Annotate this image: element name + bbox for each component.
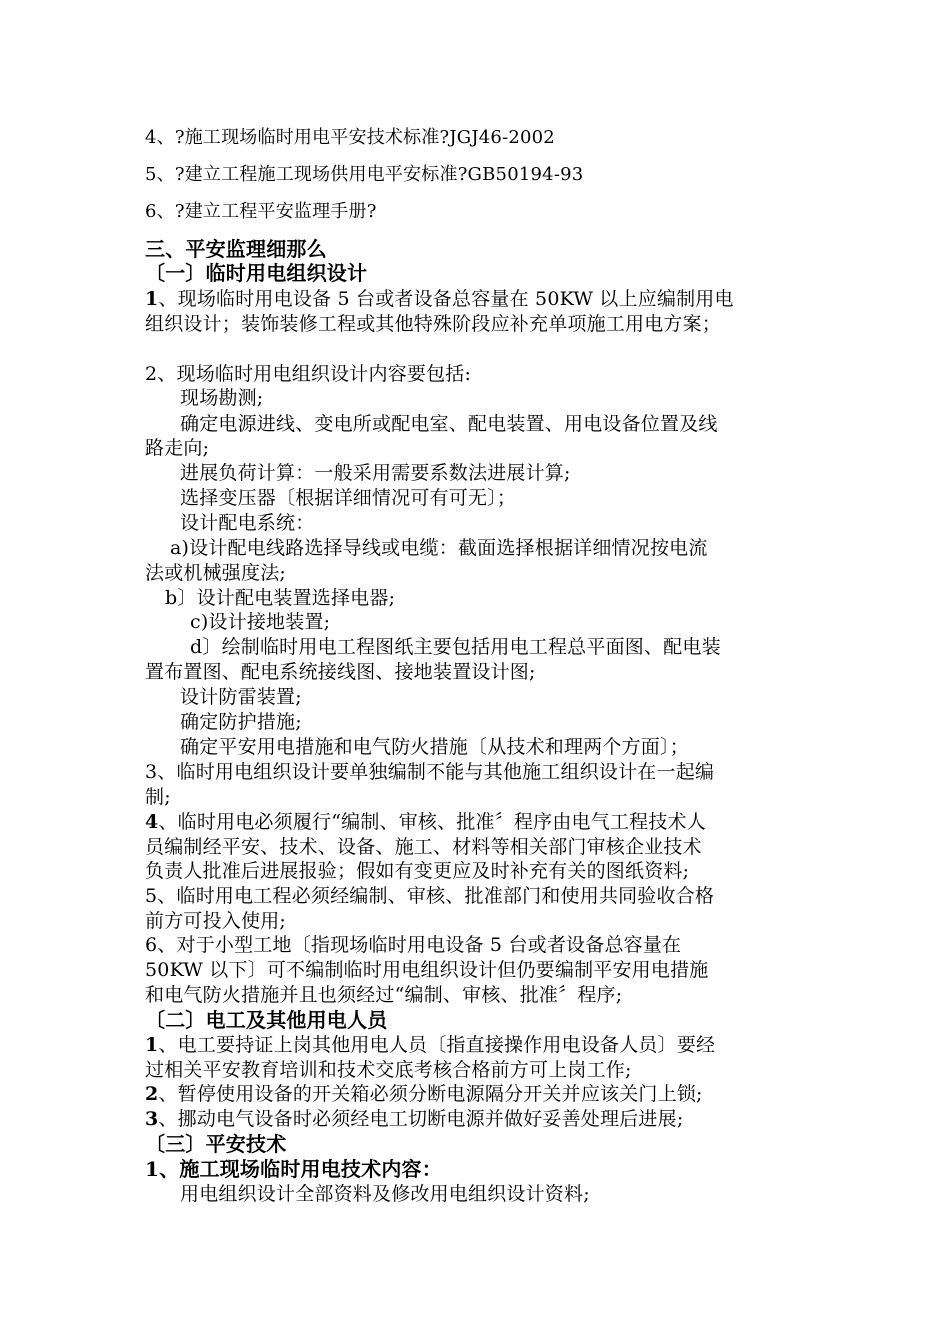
- sub1-more-sub-1: 设计防雷装置;: [180, 686, 302, 708]
- reference-6: 6、?建立工程平安监理手册?: [145, 201, 377, 222]
- sub1-item5-line1: 5、临时用电工程必须经编制、审核、批准部门和使用共同验收合格: [145, 885, 715, 907]
- sub1-item1-number: 1: [145, 288, 159, 310]
- sub2-item3: [145, 1107, 683, 1131]
- sub1-item4-line2: 员编制经平安、技术、设备、施工、材料等相关部门审核企业技术: [145, 836, 702, 858]
- sub2-item2-text: 、暂停使用设备的开关箱必须分断电源隔分开关并应该关门上锁;: [158, 1083, 703, 1105]
- sub1-item3-line2: 制;: [145, 786, 171, 808]
- sub3-item1-sub: 用电组织设计全部资料及修改用电组织设计资料;: [180, 1183, 590, 1205]
- sub2-item1-text: 、电工要持证上岗其他用电人员〔指直接操作用电设备人员〕要经: [158, 1034, 716, 1056]
- sub1-more-sub-2: 确定防护措施;: [180, 711, 302, 733]
- sub1-item-b: b〕设计配电装置选择电器;: [165, 587, 396, 609]
- reference-4: 4、?施工现场临时用电平安技术标准?JGJ46-2002: [145, 127, 555, 148]
- sub1-item-c: c)设计接地装置;: [190, 611, 331, 633]
- sub1-item1-text: 、现场临时用电设备 5 台或者设备总容量在 50KW 以上应编制用电: [158, 288, 734, 310]
- sub1-item4-line1: [145, 810, 706, 834]
- sub3-item1-title: 1、施工现场临时用电技术内容：: [145, 1157, 442, 1181]
- sub1-item4-number: 4: [145, 811, 159, 833]
- sub1-item6-line2: 50KW 以下〕可不编制临时用电组织设计但仍要编制平安用电措施: [145, 959, 709, 981]
- sub2-item3-number: 3: [145, 1108, 159, 1130]
- sub2-item1-number: 1: [145, 1034, 159, 1056]
- sub1-item2-sub-3: 进展负荷计算：一般采用需要系数法进展计算;: [180, 462, 571, 484]
- subsection-2-title: 〔二〕电工及其他用电人员: [145, 1008, 388, 1032]
- sub2-item3-text: 、挪动电气设备时必须经电工切断电源并做好妥善处理后进展;: [158, 1108, 684, 1130]
- sub1-item4-text: 、临时用电必须履行“编制、审核、批准〞程序由电气工程技术人: [158, 811, 706, 833]
- sub1-item1-line2: 组织设计；装饰装修工程或其他特殊阶段应补充单项施工用电方案；: [145, 313, 722, 335]
- subsection-3-title: 〔三〕平安技术: [145, 1132, 287, 1156]
- sub1-item2-line1: 2、现场临时用电组织设计内容要包括:: [145, 363, 472, 385]
- sub1-more-sub-3: 确定平安用电措施和电气防火措施〔从技术和理两个方面〕；: [180, 736, 689, 758]
- sub1-item2-sub-2: 确定电源进线、变电所或配电室、配电装置、用电设备位置及线: [180, 413, 718, 435]
- sub1-item5-line2: 前方可投入使用;: [145, 910, 287, 932]
- sub1-item1-line1: [145, 287, 734, 311]
- sub1-item6-line1: 6、对于小型工地〔指现场临时用电设备 5 台或者设备总容量在: [145, 934, 682, 956]
- sub1-item4-line3: 负责人批准后进展报验；假如有变更应及时补充有关的图纸资料;: [145, 860, 690, 882]
- sub1-item-d-line1: d〕绘制临时用电工程图纸主要包括用电工程总平面图、配电装: [190, 636, 721, 658]
- sub1-item2-sub-4: 选择变压器〔根据详细情况可有可无〕；: [180, 487, 517, 509]
- sub1-item-a-line2: 法或机械强度法;: [145, 562, 287, 584]
- section-3-title: 三、平安监理细那么: [145, 237, 327, 261]
- sub1-item3-line1: 3、临时用电组织设计要单独编制不能与其他施工组织设计在一起编: [145, 761, 715, 783]
- sub1-item-a-line1: a)设计配电线路选择导线或电缆：截面选择根据详细情况按电流: [170, 537, 708, 559]
- sub1-item6-line3: 和电气防火措施并且也须经过“编制、审核、批准〞程序;: [145, 984, 623, 1006]
- sub2-item2: [145, 1082, 703, 1106]
- subsection-1-title: 〔一〕临时用电组织设计: [145, 261, 368, 285]
- sub1-item-d-line2: 置布置图、配电系统接线图、接地装置设计图;: [145, 661, 536, 683]
- sub2-item1-line2: 过相关平安教育培训和技术交底考核合格前方可上岗工作;: [145, 1059, 632, 1081]
- reference-5: 5、?建立工程施工现场供用电平安标准?GB50194-93: [145, 164, 584, 185]
- sub1-item2-sub-1: 现场勘测;: [180, 387, 264, 409]
- sub2-item1-line1: [145, 1033, 715, 1057]
- sub1-item2-sub-5: 设计配电系统：: [180, 512, 315, 534]
- sub1-item2-sub-2-cont: 路走向;: [145, 437, 210, 459]
- sub2-item2-number: 2: [145, 1083, 159, 1105]
